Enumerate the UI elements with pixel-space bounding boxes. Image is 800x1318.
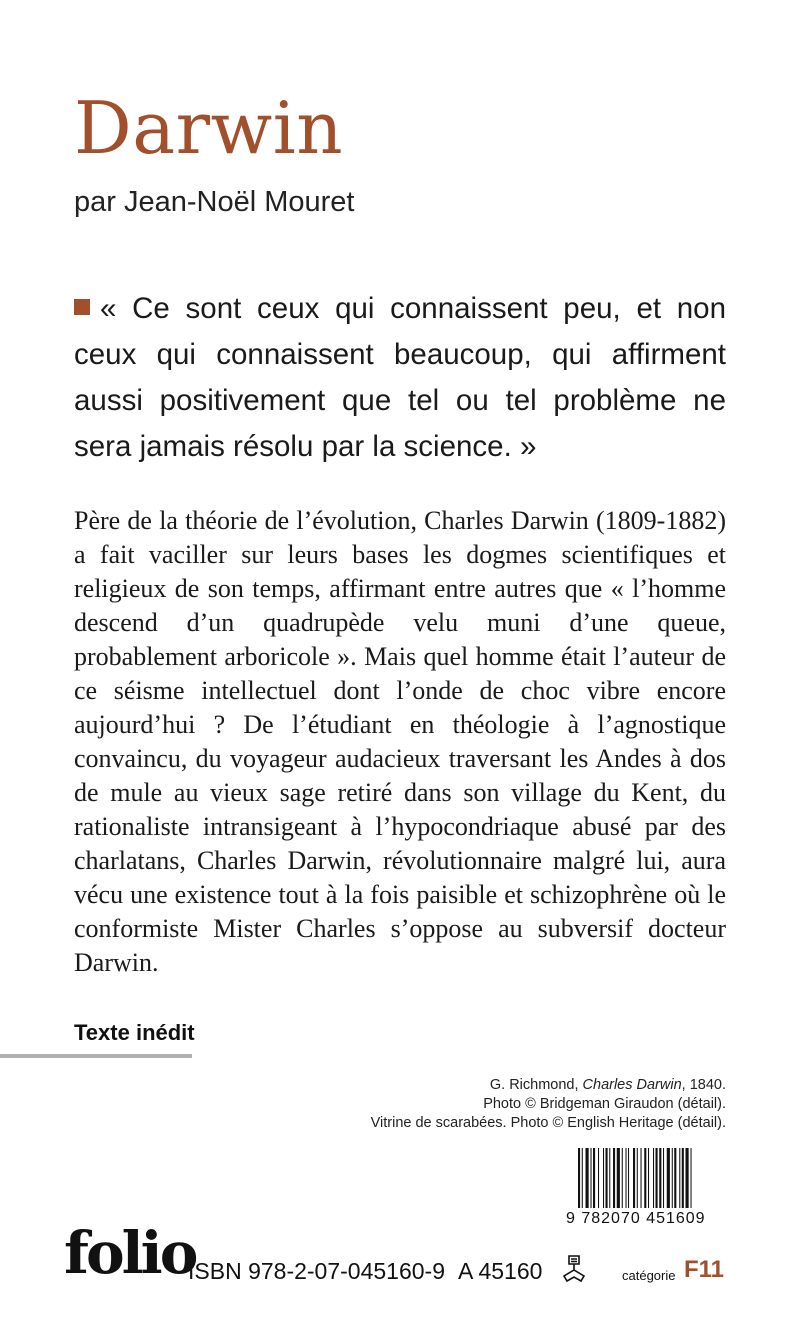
credit-line-1: G. Richmond, Charles Darwin, 1840. <box>489 1077 726 1093</box>
book-description: Père de la théorie de l’évolution, Charles Darwin (1809-1882) a fait vaciller sur leurs bases les dogmes scientifiques et religieux de son temps, affirmant entre autres que « l’homme descend d’un quadrupède velu muni d’une queue, probablement arboricole ». Mais quel homme était l’auteur de ce séisme intellectuel dont l’onde de choc vibre encore aujourd’hui ? De l’étudiant en théologie à l’agnostique convaincu, du voyageur audacieux traversant les Andes à dos de mule au vieux sage retiré dans son village du Kent, du rationaliste intransigeant à l’hypocondriaque abusé par des charlatans, Charles Darwin, révolutionnaire malgré lui, aura vécu une existence tout à la fois paisible et schizophrène où le conformiste Mister Charles s’oppose au subversif docteur Darwin. <box>74 506 726 977</box>
barcode-number: 9 782070 451609 <box>566 1210 706 1227</box>
edition-note-rule <box>0 1054 192 1058</box>
pull-quote <box>74 286 726 470</box>
book-title: Darwin <box>74 86 344 170</box>
product-code: A 45160 <box>458 1258 543 1284</box>
isbn: ISBN 978-2-07-045160-9 <box>188 1258 445 1284</box>
category-code: F11 <box>684 1256 725 1283</box>
barcode-bars <box>578 1148 728 1208</box>
barcode <box>566 1148 728 1242</box>
category-label: catégorie <box>622 1268 676 1283</box>
author-line: par Jean-Noël Mouret <box>74 186 355 218</box>
folio-logo: folio <box>64 1219 196 1287</box>
square-bullet-icon <box>74 299 90 315</box>
credit-line-2: Photo © Bridgeman Giraudon (détail). <box>483 1096 726 1112</box>
edition-note: Texte inédit <box>74 1020 195 1045</box>
image-credits <box>371 1076 726 1133</box>
pull-quote-text: « Ce sont ceux qui connaissent peu, et non ceux qui connaissent beaucoup, qui affirment aussi positivement que tel ou tel problème ne sera jamais résolu par la science. » <box>74 292 726 463</box>
credit-line-3: Vitrine de scarabées. Photo © English Heritage (détail). <box>370 1115 726 1131</box>
gallimard-emblem-icon <box>556 1250 592 1286</box>
